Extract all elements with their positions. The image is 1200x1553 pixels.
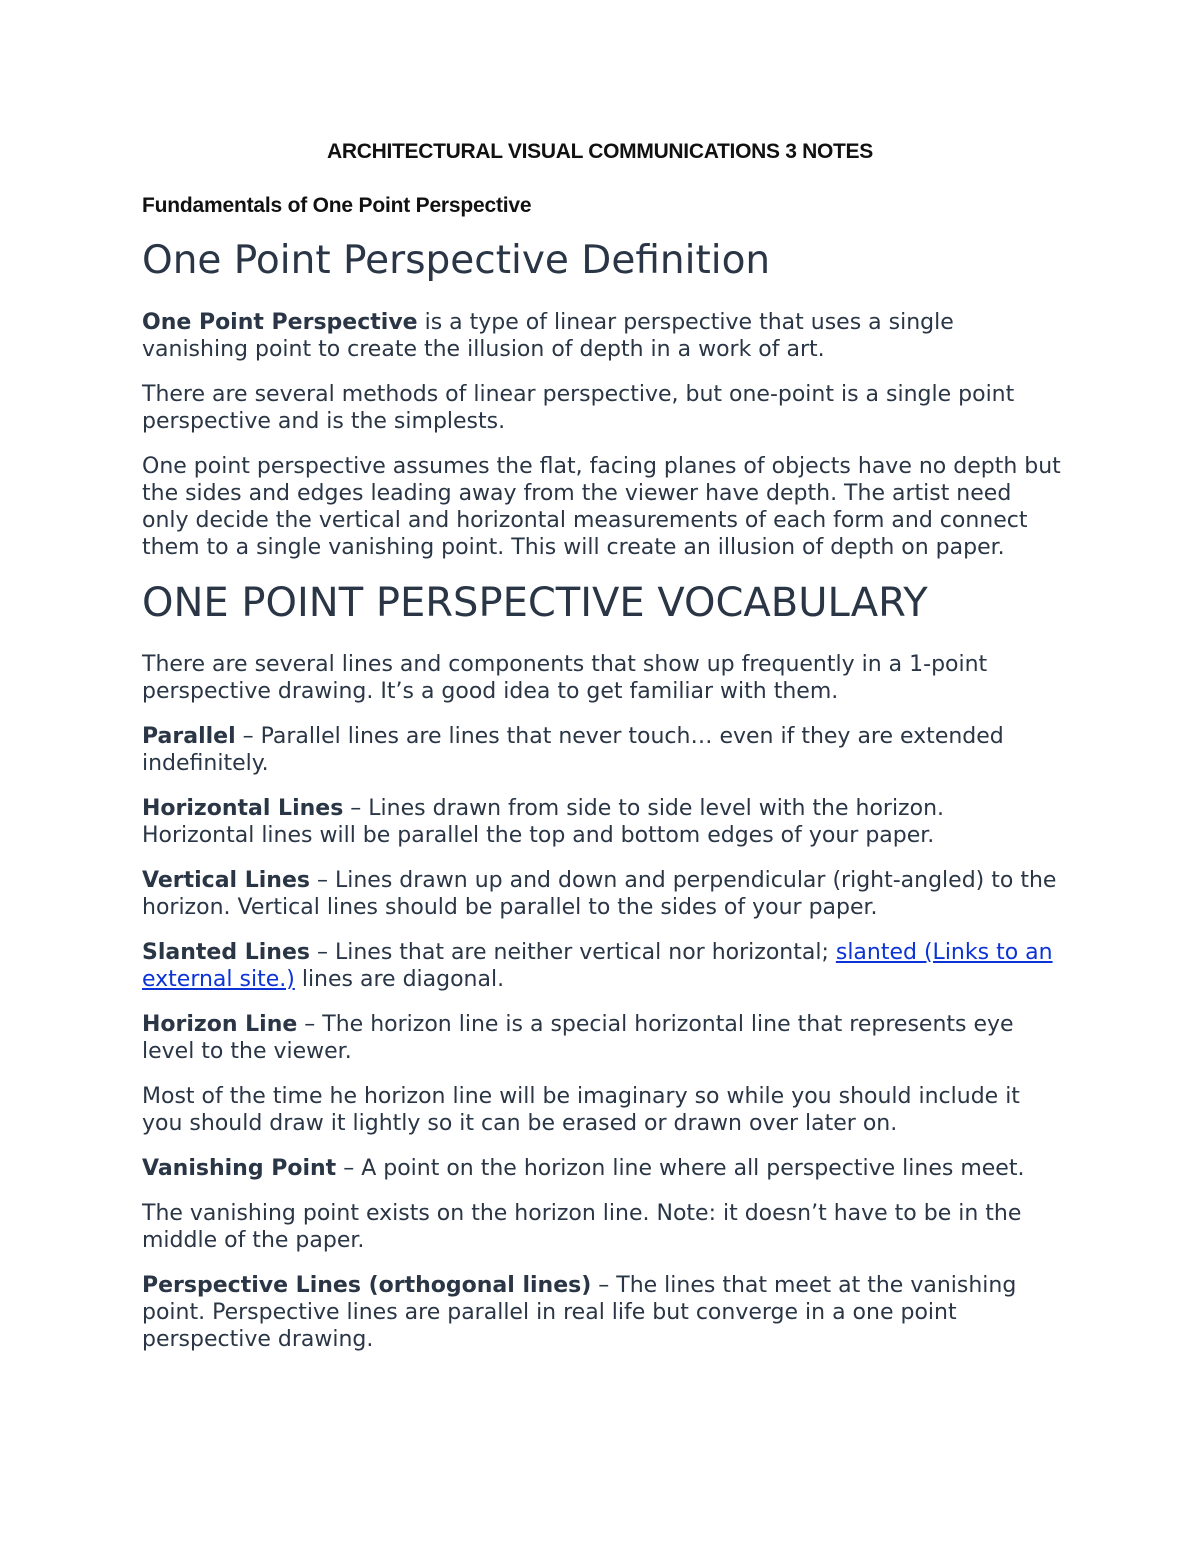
vocab-term: Perspective Lines (orthogonal lines): [142, 1272, 592, 1298]
vocab-definition: – The horizon line is a special horizontal line that represents eye level to the viewer.: [142, 1011, 1014, 1064]
vocab-term: Horizon Line: [142, 1011, 298, 1037]
vocabulary-intro: There are several lines and components that show up frequently in a 1-point perspective drawing. It’s a good idea to get familiar with them.: [142, 651, 988, 704]
document-title: ARCHITECTURAL VISUAL COMMUNICATIONS 3 NOTES: [327, 140, 873, 163]
vocab-definition: – The lines that meet at the vanishing point. Perspective lines are parallel in real life but converge in a one point perspective drawing.: [142, 1272, 1017, 1352]
vocab-definition: – Lines that are neither vertical nor horizontal;: [309, 939, 836, 965]
vocab-definition: – A point on the horizon line where all perspective lines meet.: [336, 1155, 1025, 1181]
vocab-term: Parallel: [142, 723, 236, 749]
vocab-vertical-lines: [142, 867, 1062, 921]
assumption-paragraph: One point perspective assumes the flat, facing planes of objects have no depth but the sides and edges leading away from the viewer have depth. The artist need only decide the vertical and horizontal measurements of each form and connect them to a single vanishing point. This will create an illusion of depth on paper.: [142, 453, 1061, 560]
vocab-horizon-line: [142, 1011, 1062, 1065]
vocab-definition: – Lines drawn up and down and perpendicular (right-angled) to the horizon. Vertical lines should be parallel to the sides of your paper.: [142, 867, 1057, 920]
definition-term: One Point Perspective: [142, 309, 418, 335]
vocab-parallel: [142, 723, 1062, 777]
vocab-term: Vanishing Point: [142, 1155, 337, 1181]
document-subtitle: Fundamentals of One Point Perspective: [142, 194, 532, 217]
vocab-definition: – Lines drawn from side to side level with the horizon. Horizontal lines will be parallel the top and bottom edges of your paper.: [142, 795, 945, 848]
vocab-term: Horizontal Lines: [142, 795, 344, 821]
vocab-term: Vertical Lines: [142, 867, 310, 893]
vocab-definition: – Parallel lines are lines that never touch… even if they are extended indefinitely.: [142, 723, 1004, 776]
definition-text: is a type of linear perspective that uses a single vanishing point to create the illusion of depth in a work of art.: [142, 309, 954, 362]
horizon-line-note: Most of the time he horizon line will be imaginary so while you should include it you should draw it lightly so it can be erased or drawn over later on.: [142, 1083, 1020, 1136]
definition-paragraph: [142, 309, 1062, 363]
vocab-definition-continued: lines are diagonal.: [294, 966, 505, 992]
section-heading-vocabulary: ONE POINT PERSPECTIVE VOCABULARY: [142, 579, 928, 626]
vocab-term: Slanted Lines: [142, 939, 310, 965]
document-page: [142, 140, 1062, 1353]
vanishing-point-note: The vanishing point exists on the horizon line. Note: it doesn’t have to be in the middle of the paper.: [142, 1200, 1022, 1253]
vocab-slanted-lines: [142, 939, 1062, 993]
methods-paragraph: There are several methods of linear perspective, but one-point is a single point perspective and is the simplests.: [142, 381, 1015, 434]
section-heading-definition: One Point Perspective Definition: [142, 238, 771, 283]
vocab-perspective-lines: [142, 1272, 1062, 1353]
vocab-vanishing-point: [142, 1155, 1062, 1182]
slanted-external-link[interactable]: slanted (Links to an external site.): [142, 939, 1053, 992]
vocab-horizontal-lines: [142, 795, 1062, 849]
